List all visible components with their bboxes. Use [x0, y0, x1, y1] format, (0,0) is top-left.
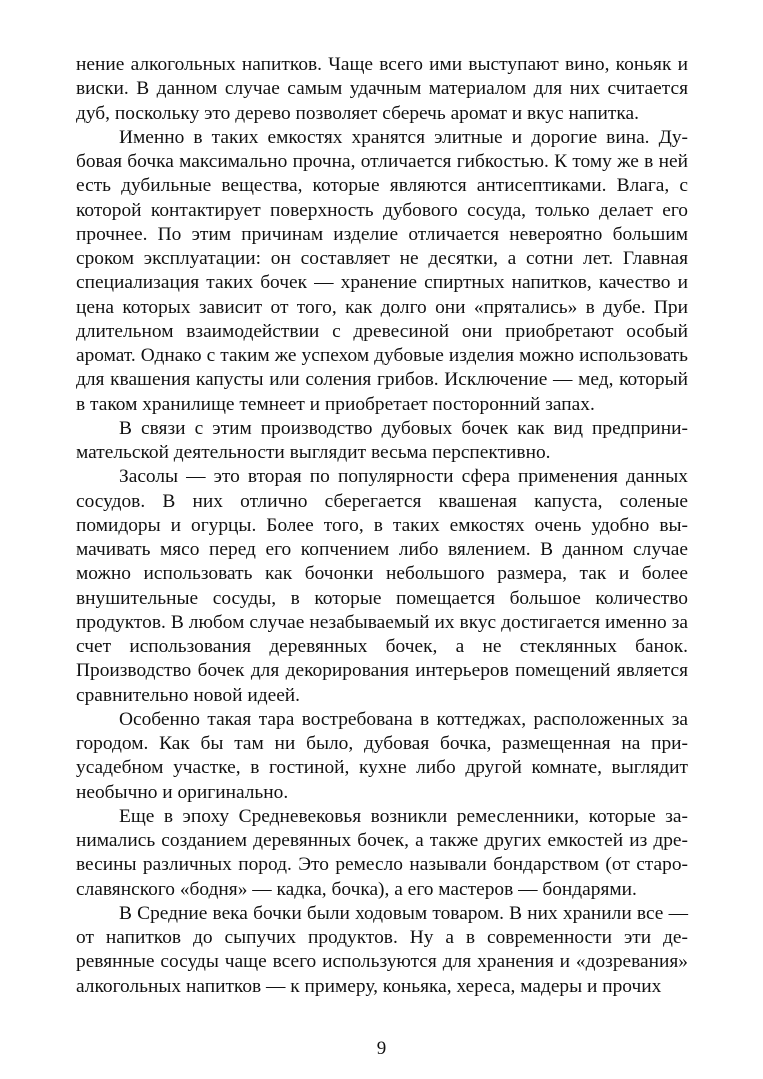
paragraph-pickling: Засолы — это вторая по популярности сфера применения данных сосудов. В них отлично сберегается квашеная капуста, соленые помидоры и огурцы. Более того, в таких емкостях очень удобно вымачивать мясо перед его копчением либо вялением. В данном случае можно использовать как бочонки небольшого размера, так и более внушительные сосуды, в которые помещается большое количество продуктов. В любом случае незабываемый их вкус достигается именно за счет использования деревянных бочек, а не стеклянных банок. Производство бочек для декорирования интерьеров помещений является сравнительно новой идеей.	[76, 466, 688, 706]
page-number: 9	[376, 1038, 387, 1059]
paragraph-middle-ages-craft: Еще в эпоху Средневековья возникли ремесленники, которые занимались созданием деревянных бочек, а также других емкостей из древесины различных пород. Это ремесло называли бондарством (от старославянского «бодня» — кадка, бочка), а его мастеров — бондарями.	[76, 805, 688, 900]
paragraph-continued: нение алкогольных напитков. Чаще всего ими выступают вино, коньяк и виски. В данном случае самым удачным материалом для них считается дуб, поскольку это дерево позволяет сберечь аромат и вкус напитка.	[76, 54, 688, 124]
body-text	[76, 53, 688, 999]
paragraph-business-prospects: В связи с этим производство дубовых бочек как вид предпринимательской деятельности выглядит весьма перспективно.	[76, 417, 688, 463]
paragraph-cottages: Особенно такая тара востребована в коттеджах, расположенных за городом. Как бы там ни было, дубовая бочка, размещенная на приусадебном участке, в гостиной, кухне либо другой комнате, выглядит необычно и оригинально.	[76, 708, 688, 803]
paragraph-elite-wines: Именно в таких емкостях хранятся элитные и дорогие вина. Дубовая бочка максимально прочна, отличается гибкостью. К тому же в ней есть дубильные вещества, которые являются антисептиками. Влага, с которой контактирует поверхность дубового сосуда, только делает его прочнее. По этим причинам изделие отличается невероятно большим сроком эксплуатации: он составляет не десятки, а сотни лет. Главная специализация таких бочек — хранение спиртных напитков, качество и цена которых зависит от того, как долго они «прятались» в дубе. При длительном взаимодействии с древесиной они приобретают особый аромат. Однако с таким же успехом дубовые изделия можно использовать для квашения капусты или соления грибов. Исключение — мед, который в таком хранилище темнеет и приобретает посторонний запах.	[76, 126, 688, 415]
paragraph-barrel-trade: В Средние века бочки были ходовым товаром. В них хранили все — от напитков до сыпучих продуктов. Ну а в современности эти деревянные сосуды чаще всего используются для хранения и «дозревания» алкогольных напитков — к примеру, коньяка, хереса, мадеры и прочих	[76, 902, 688, 997]
